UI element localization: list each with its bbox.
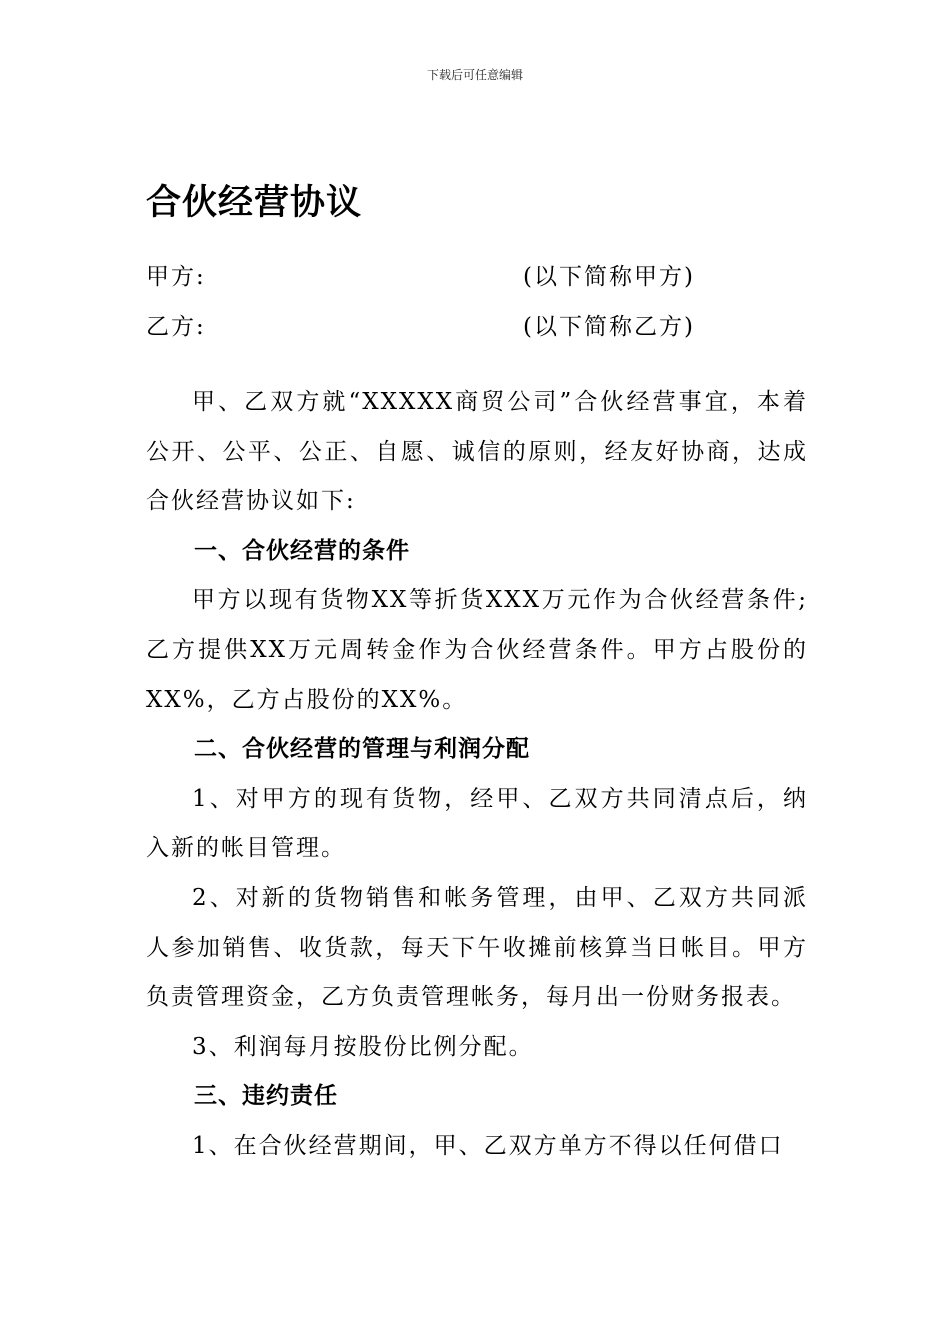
page-header: 下载后可任意编辑 bbox=[426, 68, 523, 82]
party-b-line bbox=[146, 308, 786, 340]
section-paragraph: 甲方以现有货物XX等折货XXX万元作为合伙经营条件;乙方提供XX万元周转金作为合伙经营条件。甲方占股份的XX%，乙方占股份的XX%。 bbox=[146, 587, 808, 713]
intro-paragraph: 甲、乙双方就“XXXXX商贸公司”合伙经营事宜，本着公开、公平、公正、自愿、诚信的原则，经友好协商，达成合伙经营协议如下: bbox=[146, 389, 808, 515]
document-title: 合伙经营协议 bbox=[146, 183, 363, 223]
agreement-body bbox=[146, 378, 808, 1172]
party-a-label: 甲方: bbox=[146, 264, 206, 290]
section-heading-liability: 三、违约责任 bbox=[194, 1083, 338, 1110]
party-b-alias: (以下简称乙方) bbox=[523, 314, 695, 340]
section-heading-management: 二、合伙经营的管理与利润分配 bbox=[194, 736, 530, 763]
party-a-line bbox=[146, 258, 786, 290]
section-paragraph: 3、利润每月按股份比例分配。 bbox=[192, 1033, 534, 1060]
section-paragraph: 1、对甲方的现有货物，经甲、乙双方共同清点后，纳入新的帐目管理。 bbox=[146, 785, 808, 862]
party-b-label: 乙方: bbox=[146, 314, 206, 340]
section-heading-conditions: 一、合伙经营的条件 bbox=[194, 537, 410, 564]
section-paragraph: 2、对新的货物销售和帐务管理，由甲、乙双方共同派人参加销售、收货款，每天下午收摊前核算当日帐目。甲方负责管理资金，乙方负责管理帐务，每月出一份财务报表。 bbox=[146, 884, 808, 1011]
section-paragraph: 1、在合伙经营期间，甲、乙双方单方不得以任何借口 bbox=[192, 1132, 784, 1159]
party-a-alias: (以下简称甲方) bbox=[523, 264, 695, 290]
